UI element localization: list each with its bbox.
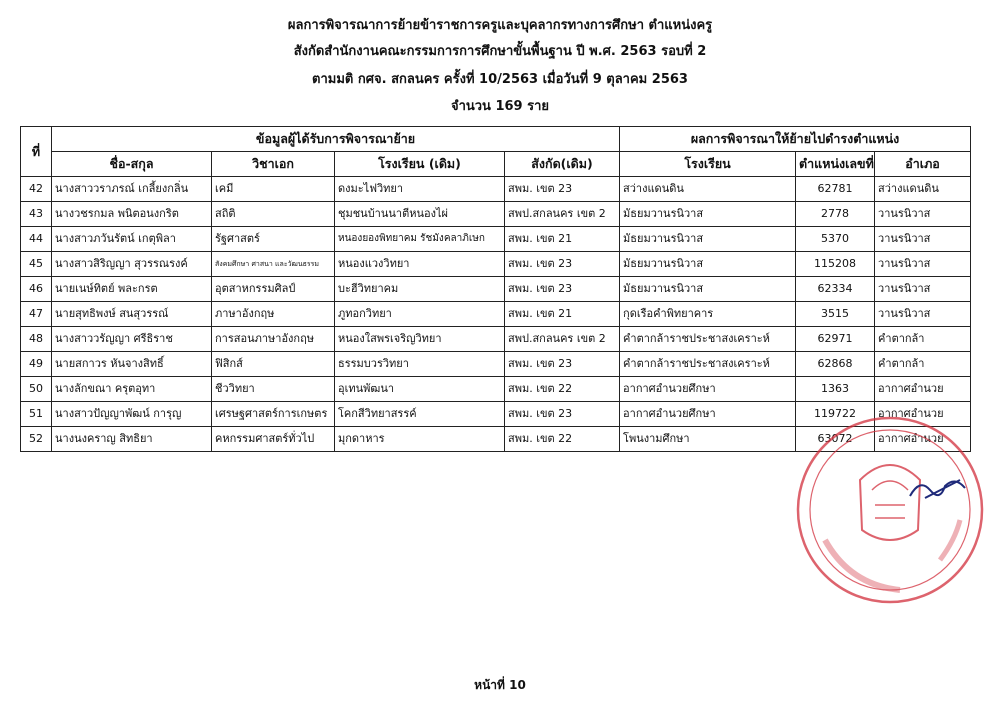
document-title-line-1: ผลการพิจารณาการย้ายข้าราชการครูและบุคลากรทางการศึกษา ตำแหน่งครู <box>287 18 713 33</box>
header-group-applicant: ข้อมูลผู้ได้รับการพิจารณาย้าย <box>52 127 620 152</box>
cell-district: อากาศอำนวย <box>875 377 971 402</box>
cell-new-school: มัธยมวานรนิวาส <box>620 227 796 252</box>
cell-major: สังคมศึกษา ศาสนา และวัฒนธรรม <box>212 252 335 277</box>
cell-old-school: หนองใสพรเจริญวิทยา <box>335 327 505 352</box>
cell-name: นายเนษ์ทิตย์ พละกรต <box>52 277 212 302</box>
cell-major: เคมี <box>212 177 335 202</box>
table-row <box>21 277 971 302</box>
row-number: 46 <box>21 277 52 302</box>
cell-old-office: สพม. เขต 21 <box>505 302 620 327</box>
cell-major: ฟิสิกส์ <box>212 352 335 377</box>
cell-major: ภาษาอังกฤษ <box>212 302 335 327</box>
cell-position-number: 119722 <box>796 402 875 427</box>
header-group-result: ผลการพิจารณาให้ย้ายไปดำรงตำแหน่ง <box>620 127 971 152</box>
transfer-results-table <box>20 126 971 452</box>
cell-position-number: 62781 <box>796 177 875 202</box>
cell-district: วานรนิวาส <box>875 252 971 277</box>
cell-position-number: 62971 <box>796 327 875 352</box>
cell-major: สถิติ <box>212 202 335 227</box>
signature-mark <box>905 468 975 508</box>
cell-name: นางสาววราภรณ์ เกลี้ยงกลิ่น <box>52 177 212 202</box>
cell-old-office: สพม. เขต 21 <box>505 227 620 252</box>
cell-district: วานรนิวาส <box>875 202 971 227</box>
table-row <box>21 252 971 277</box>
row-number: 52 <box>21 427 52 452</box>
cell-new-school: กุดเรือคำพิทยาคาร <box>620 302 796 327</box>
cell-major: เศรษฐศาสตร์การเกษตร <box>212 402 335 427</box>
row-number: 48 <box>21 327 52 352</box>
table-row <box>21 302 971 327</box>
cell-old-school: บะฮีวิทยาคม <box>335 277 505 302</box>
cell-name: นางนงคราญ สิทธิยา <box>52 427 212 452</box>
cell-name: นางวชรกมล พนิตอนงกริต <box>52 202 212 227</box>
cell-new-school: คำตากล้าราชประชาสงเคราะห์ <box>620 327 796 352</box>
row-number: 44 <box>21 227 52 252</box>
cell-major: คหกรรมศาสตร์ทั่วไป <box>212 427 335 452</box>
cell-new-school: อากาศอำนวยศึกษา <box>620 377 796 402</box>
cell-position-number: 2778 <box>796 202 875 227</box>
cell-name: นางสาววรัญญา ศรีธิราช <box>52 327 212 352</box>
cell-district: คำตากล้า <box>875 352 971 377</box>
row-number: 49 <box>21 352 52 377</box>
cell-old-office: สพม. เขต 23 <box>505 352 620 377</box>
cell-position-number: 62334 <box>796 277 875 302</box>
row-number: 43 <box>21 202 52 227</box>
cell-old-school: ชุมชนบ้านนาตีหนองไผ่ <box>335 202 505 227</box>
cell-district: วานรนิวาส <box>875 277 971 302</box>
table-row <box>21 177 971 202</box>
table-row <box>21 402 971 427</box>
cell-new-school: มัธยมวานรนิวาส <box>620 202 796 227</box>
row-number: 50 <box>21 377 52 402</box>
cell-position-number: 62868 <box>796 352 875 377</box>
header-new-school: โรงเรียน <box>620 152 796 177</box>
cell-name: นายสุทธิพงษ์ สนสุวรรณ์ <box>52 302 212 327</box>
cell-district: คำตากล้า <box>875 327 971 352</box>
table-row <box>21 202 971 227</box>
row-number: 47 <box>21 302 52 327</box>
table-row <box>21 427 971 452</box>
cell-district: สว่างแดนดิน <box>875 177 971 202</box>
document-title-line-2: สังกัดสำนักงานคณะกรรมการการศึกษาขั้นพื้นฐาน ปี พ.ศ. 2563 รอบที่ 2 <box>293 44 707 59</box>
cell-old-school: โคกสีวิทยาสรรค์ <box>335 402 505 427</box>
document-title-line-3: ตามมติ กศจ. สกลนคร ครั้งที่ 10/2563 เมื่อวันที่ 9 ตุลาคม 2563 <box>312 72 688 87</box>
cell-district: อากาศอำนวย <box>875 427 971 452</box>
cell-old-school: ธรรมบวรวิทยา <box>335 352 505 377</box>
cell-position-number: 63072 <box>796 427 875 452</box>
cell-old-school: หนองแวงวิทยา <box>335 252 505 277</box>
cell-old-school: ภูทอกวิทยา <box>335 302 505 327</box>
header-old-office: สังกัด(เดิม) <box>505 152 620 177</box>
header-number: ที่ <box>21 127 52 177</box>
cell-new-school: อากาศอำนวยศึกษา <box>620 402 796 427</box>
row-number: 51 <box>21 402 52 427</box>
cell-old-office: สพม. เขต 22 <box>505 377 620 402</box>
cell-district: อากาศอำนวย <box>875 402 971 427</box>
header-old-school: โรงเรียน (เดิม) <box>335 152 505 177</box>
cell-old-school: มุกดาหาร <box>335 427 505 452</box>
cell-old-office: สพม. เขต 23 <box>505 177 620 202</box>
cell-major: ชีววิทยา <box>212 377 335 402</box>
cell-old-office: สพป.สกลนคร เขต 2 <box>505 202 620 227</box>
cell-district: วานรนิวาส <box>875 302 971 327</box>
row-number: 45 <box>21 252 52 277</box>
cell-old-office: สพม. เขต 23 <box>505 402 620 427</box>
cell-major: รัฐศาสตร์ <box>212 227 335 252</box>
header-major: วิชาเอก <box>212 152 335 177</box>
cell-name: นางสาวภวันรัตน์ เกตุพิลา <box>52 227 212 252</box>
header-position-number: ตำแหน่งเลขที่ <box>796 152 875 177</box>
cell-new-school: มัธยมวานรนิวาส <box>620 277 796 302</box>
cell-new-school: มัธยมวานรนิวาส <box>620 252 796 277</box>
cell-new-school: โพนงามศึกษา <box>620 427 796 452</box>
header-name: ชื่อ-สกุล <box>52 152 212 177</box>
cell-old-office: สพป.สกลนคร เขต 2 <box>505 327 620 352</box>
cell-new-school: คำตากล้าราชประชาสงเคราะห์ <box>620 352 796 377</box>
cell-major: อุตสาหกรรมศิลป์ <box>212 277 335 302</box>
cell-position-number: 5370 <box>796 227 875 252</box>
cell-old-office: สพม. เขต 23 <box>505 252 620 277</box>
cell-position-number: 1363 <box>796 377 875 402</box>
cell-old-school: หนองยองพิทยาคม รัชมังคลาภิเษก <box>335 227 505 252</box>
cell-old-school: อุเทนพัฒนา <box>335 377 505 402</box>
table-row <box>21 227 971 252</box>
cell-old-school: ดงมะไฟวิทยา <box>335 177 505 202</box>
cell-name: นางสาวสิริญญา สุวรรณรงค์ <box>52 252 212 277</box>
cell-new-school: สว่างแดนดิน <box>620 177 796 202</box>
document-title-count: จำนวน 169 ราย <box>450 99 550 114</box>
row-number: 42 <box>21 177 52 202</box>
cell-name: นางลักขณา ครุตอุทา <box>52 377 212 402</box>
cell-position-number: 115208 <box>796 252 875 277</box>
page-number: หน้าที่ 10 <box>474 678 526 692</box>
cell-position-number: 3515 <box>796 302 875 327</box>
cell-name: นายสกาวร หันจางสิทธิ์ <box>52 352 212 377</box>
cell-major: การสอนภาษาอังกฤษ <box>212 327 335 352</box>
cell-name: นางสาวปัญญาพัฒน์ การุญ <box>52 402 212 427</box>
table-row <box>21 352 971 377</box>
cell-old-office: สพม. เขต 22 <box>505 427 620 452</box>
cell-old-office: สพม. เขต 23 <box>505 277 620 302</box>
header-district: อำเภอ <box>875 152 971 177</box>
table-row <box>21 377 971 402</box>
table-row <box>21 327 971 352</box>
cell-district: วานรนิวาส <box>875 227 971 252</box>
